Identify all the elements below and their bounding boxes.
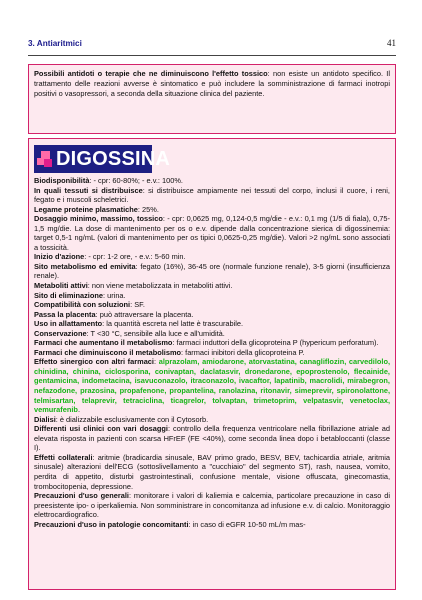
monograph-entry bbox=[34, 491, 390, 520]
monograph-entry bbox=[34, 424, 390, 453]
monograph-entry-text: : la quantità escreta nel latte è trascurabile. bbox=[102, 319, 244, 329]
monograph-entry-text: : farmaci inibitori della glicoproteina P. bbox=[181, 347, 305, 357]
monograph-entry bbox=[34, 176, 390, 186]
antidote-note-text: : non esiste un antidoto specifico. Il trattamento delle reazioni avverse è sintomatico e può includere la somministrazione di farmaci inotropi positivi o vasopressori, a seconda della situazione clinica del paziente. bbox=[34, 69, 390, 98]
monograph-entry-text: : si distribuisce ampiamente nei tessuti del corpo, inclusi il cuore, i reni, fegato e i muscoli scheletrici. bbox=[34, 185, 390, 205]
monograph-entry-label: Dialisi bbox=[34, 414, 56, 424]
monograph-entry-text: : in caso di eGFR 10-50 mL/m mas- bbox=[188, 519, 306, 529]
monograph-entry-text: : fegato (16%), 36-45 ore (normale funzione renale), 3-5 giorni (insufficienza renale). bbox=[34, 261, 391, 281]
monograph-entry-label: Sito di eliminazione bbox=[34, 290, 103, 300]
monograph-entry bbox=[34, 291, 390, 301]
antidote-note-label: Possibili antidoti o terapie che ne diminuiscono l'effetto tossico bbox=[34, 69, 268, 78]
interacting-drugs-list: alprazolam, amiodarone, atorvastatina, canagliflozin, carvedilolo, chinidina, chinina, ciclosporina, conivaptan, daclatasvir, dronedarone, epoprostenolo, flecainide, gentamicina, indometacina, isavuconazolo, itraconazolo, ivacaftor, lapatinib, macrolidi, mirabegron, nefazodone, prazosina, propafenone, propantelina, ranolazina, ritonavir, simeprevir, spironolattone, telmisartan, telaprevir, tetraciclina, ticagrelor, tolvaptan, trimetoprim, velpatasvir, venetoclax, vemurafenib bbox=[34, 357, 391, 415]
monograph-entry bbox=[34, 252, 390, 262]
monograph-entry-text: : - cpr: 60-80%; - e.v.: 100%. bbox=[89, 176, 183, 185]
monograph-entry-label: Metaboliti attivi bbox=[34, 281, 88, 291]
monograph-entry-label: In quali tessuti si distribuisce bbox=[34, 185, 143, 195]
monograph-entry bbox=[34, 281, 390, 291]
monograph-entry-text: : 25%. bbox=[137, 204, 159, 214]
page-header bbox=[28, 37, 396, 56]
monograph-entry-label: Effetti collaterali bbox=[34, 452, 93, 462]
banner-square-decoration bbox=[37, 158, 44, 165]
monograph-entry-label: Precauzioni d'uso generali bbox=[34, 491, 129, 501]
monograph-entry-label: Uso in allattamento bbox=[34, 319, 103, 329]
monograph-entry-label: Farmaci che aumentano il metabolismo bbox=[34, 338, 173, 348]
monograph-entry bbox=[34, 415, 390, 425]
monograph-entry-text: : T <30 °C, sensibile alla luce e all'umidità. bbox=[86, 328, 225, 338]
monograph-entry-label: Compatibilità con soluzioni bbox=[34, 300, 131, 310]
banner-square-decoration bbox=[44, 159, 52, 167]
antidote-note-box bbox=[28, 64, 396, 134]
monograph-entry bbox=[34, 205, 390, 215]
monograph-entry bbox=[34, 186, 390, 205]
drug-title: DIGOSSINA bbox=[56, 148, 171, 170]
monograph-entry-label: Legame proteine plasmatiche bbox=[34, 204, 138, 214]
monograph-entry-tail: . bbox=[77, 405, 81, 415]
monograph-entry bbox=[34, 310, 390, 320]
monograph-entry-text: : bbox=[153, 357, 159, 367]
monograph-entry-text: : - cpr: 1-2 ore, - e.v.: 5-60 min. bbox=[84, 252, 186, 262]
monograph-entry-label: Farmaci che diminuiscono il metabolismo bbox=[34, 347, 182, 357]
drug-title-banner bbox=[34, 145, 171, 173]
monograph-entry-text: : può attraversare la placenta. bbox=[95, 309, 194, 319]
monograph-entry bbox=[34, 520, 390, 530]
monograph-entry-text: : urina. bbox=[103, 290, 126, 300]
monograph-entry-label: Differenti usi clinici con vari dosaggi bbox=[34, 424, 168, 434]
monograph-entry-text: : - cpr: 0,0625 mg, 0,124-0,5 mg/die - e.v.: 0,1 mg (1/5 di fiala), 0,75-1,5 mg/die. La dose di mantenimento per os o e.v. dipende dalla concentrazione sierica di digossinemia: target 0,5-1 ng/mL (valori di mantenimento per os tipici 0,0625-0,25 mg/die). Valori >2 ng/mL sono associati a tossicità. bbox=[34, 214, 390, 252]
monograph-entry-text: : è dializzabile esclusivamente con il Cytosorb. bbox=[55, 414, 209, 424]
monograph-entry-label: Inizio d'azione bbox=[34, 252, 85, 262]
monograph-entry-text: : non viene metabolizzata in metaboliti attivi. bbox=[87, 281, 233, 291]
monograph-entry-label: Effetto sinergico con altri farmaci bbox=[34, 357, 154, 367]
monograph-entry-label: Conservazione bbox=[34, 328, 87, 338]
monograph-entry-text: : controllo della frequenza ventricolare nella fibrillazione atriale ad elevata risposta in pazienti con scarsa HFrEF (FE <40%), come seconda linea dopo i betabloccanti (classe I). bbox=[34, 424, 390, 453]
monograph-entry bbox=[34, 357, 390, 414]
monograph-entry bbox=[34, 453, 390, 491]
monograph-entry-text: : farmaci induttori della glicoproteina P (hypericum perforatum). bbox=[172, 338, 379, 348]
monograph-entry-label: Sito metabolismo ed emivita bbox=[34, 261, 136, 271]
monograph-entry bbox=[34, 329, 390, 339]
drug-monograph-box bbox=[28, 138, 396, 590]
section-title: 3. Antiaritmici bbox=[28, 39, 82, 48]
monograph-entry-text: : SF. bbox=[130, 300, 145, 310]
monograph-entry-label: Precauzioni d'uso in patologie concomitanti bbox=[34, 519, 189, 529]
monograph-entry bbox=[34, 262, 390, 281]
monograph-entry-label: Biodisponibilità bbox=[34, 176, 90, 185]
monograph-entry-label: Passa la placenta bbox=[34, 309, 96, 319]
page-number: 41 bbox=[387, 38, 396, 48]
monograph-entry-text: : monitorare i valori di kaliemia e calcemia, particolare precauzione in caso di preesistente ipo- o iperkaliemia. Non somministrare in concomitanza ad infusione e.v. di calcio. Monitoraggio elettrocardiografico. bbox=[34, 491, 390, 520]
monograph-entry bbox=[34, 319, 390, 329]
monograph-entry-label: Dosaggio minimo, massimo, tossico bbox=[34, 214, 163, 224]
drug-monograph-body bbox=[34, 176, 390, 529]
monograph-entry-text: : aritmie (bradicardia sinusale, BAV primo grado, BESV, BEV, tachicardia atriale, aritmia sinusale) alterazioni dell'ECG (sottoslivellamento a "cucchiaio" del segmento ST), rash, nausea, vomito, perdita di appetito, disturbi gastrointestinali, confusione mentale, visione offuscata, ginecomastia, trombocitopenia, depressione. bbox=[34, 452, 391, 491]
monograph-entry bbox=[34, 348, 390, 358]
monograph-entry bbox=[34, 338, 390, 348]
monograph-entry bbox=[34, 300, 390, 310]
monograph-entry bbox=[34, 214, 390, 252]
